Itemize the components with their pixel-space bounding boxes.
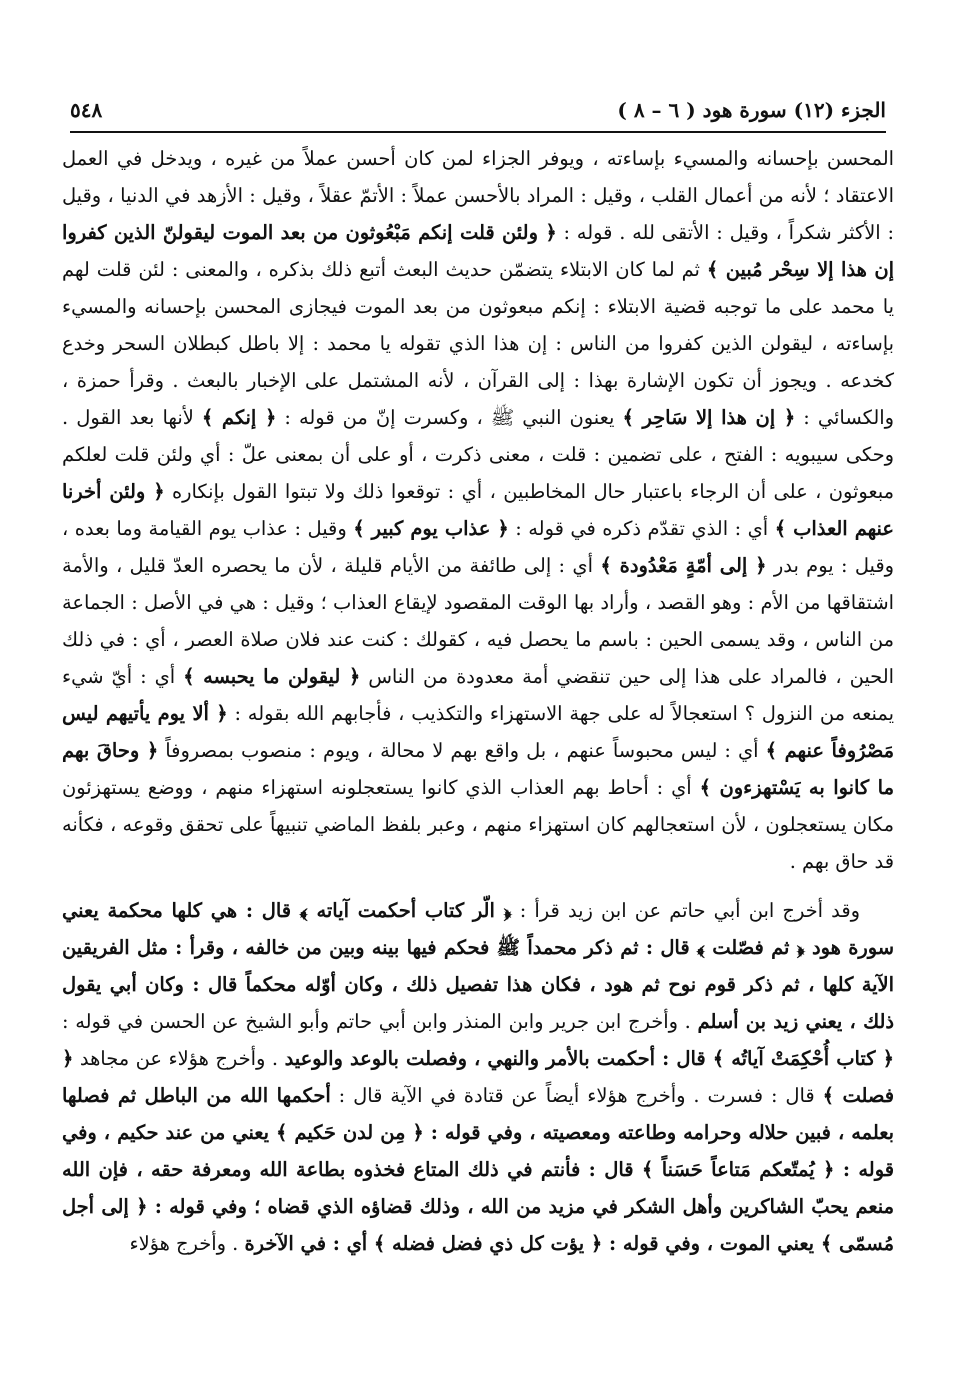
quote-span: ﴿ إنكم ﴾ <box>201 406 277 429</box>
text-span: لأنها بعد القول . وحكى سيبويه : الفتح ، على تضمين : قلت ، معنى ذكرت ، أو على أن بمعنى علّ : أي ولئن قلت لعلكم مبعوثون ، على أن الرجاء باعتبار حال المخاطبين ، أي : توقعوا ذلك ولا تبتوا القول بإنكاره <box>62 406 894 503</box>
quote-span: ﴿ إلى أمّةٍ مَعْدُودة ﴾ <box>600 554 767 577</box>
quote-span: ﴿ كتاب أُحْكِمَتْ آياتُه ﴾ قال : أحكمت بالأمر والنهي ، وفصلت بالوعد والوعيد <box>284 1047 894 1070</box>
quote-span: ﴿ ولئن أخرنا عنهم العذاب ﴾ <box>62 480 894 540</box>
text-span: . وأخرج هؤلاء <box>129 1232 245 1255</box>
text-span: . وأخرج ابن جرير وابن المنذر وابن أبي حاتم وأبو الشيخ عن الحسن في قوله : <box>62 1010 698 1033</box>
text-span: المحسن بإحسانه والمسيء بإساءته ، ويوفر الجزاء لمن كان أحسن عملاً من غيره ، ويدخل في العمل الاعتقاد ؛ لأنه من أعمال القلب ، وقيل : المراد بالأحسن عملاً : الأتمّ عقلاً ، وقيل : الأزهد في الدنيا ، وقيل : الأكثر شكراً ، وقيل : الأتقى لله . قوله : <box>62 147 895 244</box>
text-span: أي : أيّ شيء يمنعه من النزول ؟ استعجالاً له على جهة الاستهزاء والتكذيب ، فأجابهم الله بقوله : <box>62 665 895 725</box>
quote-span: أحكمها الله من الباطل ثم فصلها بعلمه ، فبين حلاله وحرامه وطاعته ومعصيته ، وفي قوله : ﴿ مِن لدن حَكيم ﴾ يعني من عند حكيم ، وفي قوله : ﴿ يُمتّعكم مَتاعاً حَسَناً ﴾ قال : فأنتم في ذلك المتاع فخذوه بطاعة الله ومعرفة حقه ، فإن الله منعم يحبّ الشاكرين وأهل الشكر في مزيد من الله ، وذلك قضاؤه الذي قضاه ؛ وفي قوله : ﴿ إلى أجل مُسمّى ﴾ يعني الموت ، وفي قوله : ﴿ يؤت كل ذي فضل فضله ﴾ أي : في الآخرة <box>62 1084 894 1255</box>
paragraph-commentary <box>62 140 894 880</box>
running-title: الجزء (١٢) سورة هود ( ٦ – ٨ ) <box>617 98 886 122</box>
paragraph-narrations <box>62 892 894 1262</box>
quote-span: ﴿ وحاقَ بهم ما كانوا به يَسْتهزءون ﴾ <box>62 739 894 799</box>
text-span: وقيل : عذاب يوم القيامة وما بعده ، وقيل : يوم بدر <box>62 517 895 577</box>
text-span: أي : أحاط بهم العذاب الذي كانوا يستعجلونه استهزاء منهم ، ووضع يستهزئون مكان يستعجلون ، لأن استعجالهم كان استهزاء منهم ، وعبر بلفظ الماضي تنبيهاً على تحقق وقوعه ، فكأنه قد حاق بهم . <box>62 776 894 873</box>
page-header <box>70 92 886 128</box>
quote-span: ﴿ الّر كتاب أحكمت آياته ﴾ قال : هي كلها محكمة يعني سورة هود ﴿ ثم فصّلت ﴾ قال : ثم ذكر محمداً ﷺ فحكم فيها بينه وبين من خالفه ، وقرأ : مثل الفريقين الآية كلها ، ثم ذكر قوم نوح ثم هود ، فكان هذا تفصيل ذلك ، وكان أوّله محكماً قال : وكان أبي يقول ذلك ، يعني زيد بن أسلم <box>62 899 894 1033</box>
text-span: وقد أخرج ابن أبي حاتم عن ابن زيد قرأ : <box>511 899 860 922</box>
page-number: ٥٤٨ <box>70 98 103 122</box>
quote-span: ﴿ إن هذا إلا سَاحِر ﴾ <box>622 406 796 429</box>
text-span: . وأخرج هؤلاء عن مجاهد <box>73 1047 285 1070</box>
text-span: أي : ليس محبوساً عنهم ، بل واقع بهم لا محالة ، ويوم : منصوب بمصروفاً <box>158 739 766 762</box>
page-body <box>62 140 894 1262</box>
quote-span: ﴿ فصلت ﴾ <box>62 1047 894 1107</box>
quote-span: ﴿ عذاب يوم كبير ﴾ <box>353 517 509 540</box>
text-span: ثم لما كان الابتلاء يتضمّن حديث البعث أتبع ذلك بذكره ، والمعنى : لئن قلت لهم يا محمد على ما توجبه قضية الابتلاء : إنكم مبعوثون من بعد الموت فيجازى المحسن بإحسانه والمسيء بإساءته ، ليقولن الذين كفروا من الناس : إن هذا الذي تقوله يا محمد : إلا باطل كبطلان السحر وخدع كخدعه . ويجوز أن تكون الإشارة بهذا : إلى القرآن ، لأنه المشتمل على الإخبار بالبعث . وقرأ حمزة ، والكسائي : <box>62 258 894 429</box>
header-rule <box>70 131 886 133</box>
quote-span: ﴿ ولئن قلت إنكم مَبْعُوثون من بعد الموت ليقولنّ الذين كفروا إن هذا إلا سِحْر مُبين ﴾ <box>62 221 894 281</box>
text-span: قال : فسرت . وأخرج هؤلاء أيضاً عن قتادة في الآية قال : <box>330 1084 823 1107</box>
text-span: أي : الذي تقدّم ذكره في قوله : <box>508 517 775 540</box>
text-span: أي : إلى طائفة من الأيام قليلة ، لأن ما يحصره العدّ قليل ، والأمة اشتقاقها من الأم : وهو القصد ، وأراد بها الوقت المقصود لإيقاع العذاب ؛ وقيل : هي في الأصل : الجماعة من الناس ، وقد يسمى الحين : باسم ما يحصل فيه ، كقولك : كنت عند فلان صلاة العصر ، أي : في ذلك الحين ، فالمراد على هذا إلى حين تنقضي أمة معدودة من الناس <box>62 554 894 688</box>
text-span: يعنون النبي ﷺ ، وكسرت إنّ من قوله : <box>276 406 623 429</box>
quote-span: ﴿ ليقولن ما يحبسه ﴾ <box>183 665 361 688</box>
quote-span: ﴿ ألا يوم يأتيهم ليس مَصْرُوفاً عنهم ﴾ <box>62 702 895 762</box>
